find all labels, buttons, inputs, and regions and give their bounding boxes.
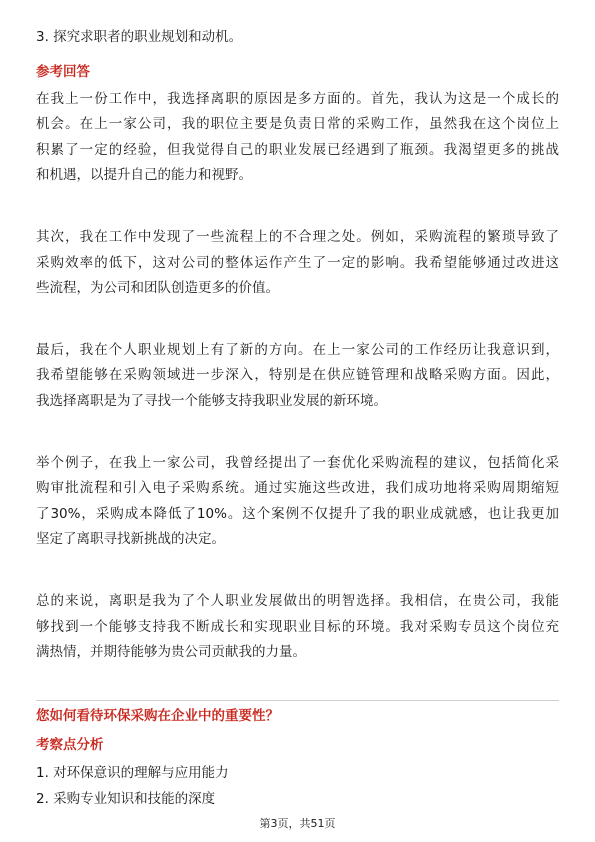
paragraph-line: 其次，我在工作中发现了一些流程上的不合理之处。例如，采购流程的繁琐导致了 xyxy=(36,229,559,245)
paragraph-line: 和机遇，以提升自己的能力和视野。 xyxy=(36,167,252,183)
paragraph-line: 购审批流程和引入电子采购系统。通过实施这些改进，我们成功地将采购周期缩短 xyxy=(36,480,559,496)
analysis-heading: 考察点分析 xyxy=(36,737,104,753)
paragraph-line: 最后，我在个人职业规划上有了新的方向。在上一家公司的工作经历让我意识到， xyxy=(36,342,559,358)
paragraph-line: 坚定了离职寻找新挑战的决定。 xyxy=(36,531,225,547)
list-item: 1. 对环保意识的理解与应用能力 xyxy=(36,765,229,781)
answer-heading: 参考回答 xyxy=(36,64,90,80)
question-heading: 您如何看待环保采购在企业中的重要性？ xyxy=(36,708,279,724)
paragraph-line: 我希望能够在采购领域进一步深入，特别是在供应链管理和战略采购方面。因此， xyxy=(36,367,559,383)
section-divider xyxy=(36,700,559,701)
paragraph-line: 总的来说，离职是我为了个人职业发展做出的明智选择。我相信，在贵公司，我能 xyxy=(36,593,559,609)
paragraph-line: 满热情，并期待能够为贵公司贡献我的力量。 xyxy=(36,644,306,660)
paragraph-line: 了30%，采购成本降低了10%。这个案例不仅提升了我的职业成就感，也让我更加 xyxy=(36,506,559,522)
paragraph-line: 采购效率的低下，这对公司的整体运作产生了一定的影响。我希望能够通过改进这 xyxy=(36,255,559,271)
list-item: 2. 采购专业知识和技能的深度 xyxy=(36,791,216,807)
list-item: 3. 探究求职者的职业规划和动机。 xyxy=(36,29,243,45)
paragraph-line: 积累了一定的经验，但我觉得自己的职业发展已经遇到了瓶颈。我渴望更多的挑战 xyxy=(36,142,559,158)
paragraph-line: 够找到一个能够支持我不断成长和实现职业目标的环境。我对采购专员这个岗位充 xyxy=(36,619,559,635)
paragraph-line: 我选择离职是为了寻找一个能够支持我职业发展的新环境。 xyxy=(36,393,387,409)
paragraph-line: 些流程，为公司和团队创造更多的价值。 xyxy=(36,280,279,296)
paragraph-line: 机会。在上一家公司，我的职位主要是负责日常的采购工作，虽然我在这个岗位上 xyxy=(36,116,559,132)
paragraph-line: 在我上一份工作中，我选择离职的原因是多方面的。首先，我认为这是一个成长的 xyxy=(36,91,559,107)
page-footer: 第3页，共51页 xyxy=(259,817,336,830)
paragraph-line: 举个例子，在我上一家公司，我曾经提出了一套优化采购流程的建议，包括简化采 xyxy=(36,455,559,471)
